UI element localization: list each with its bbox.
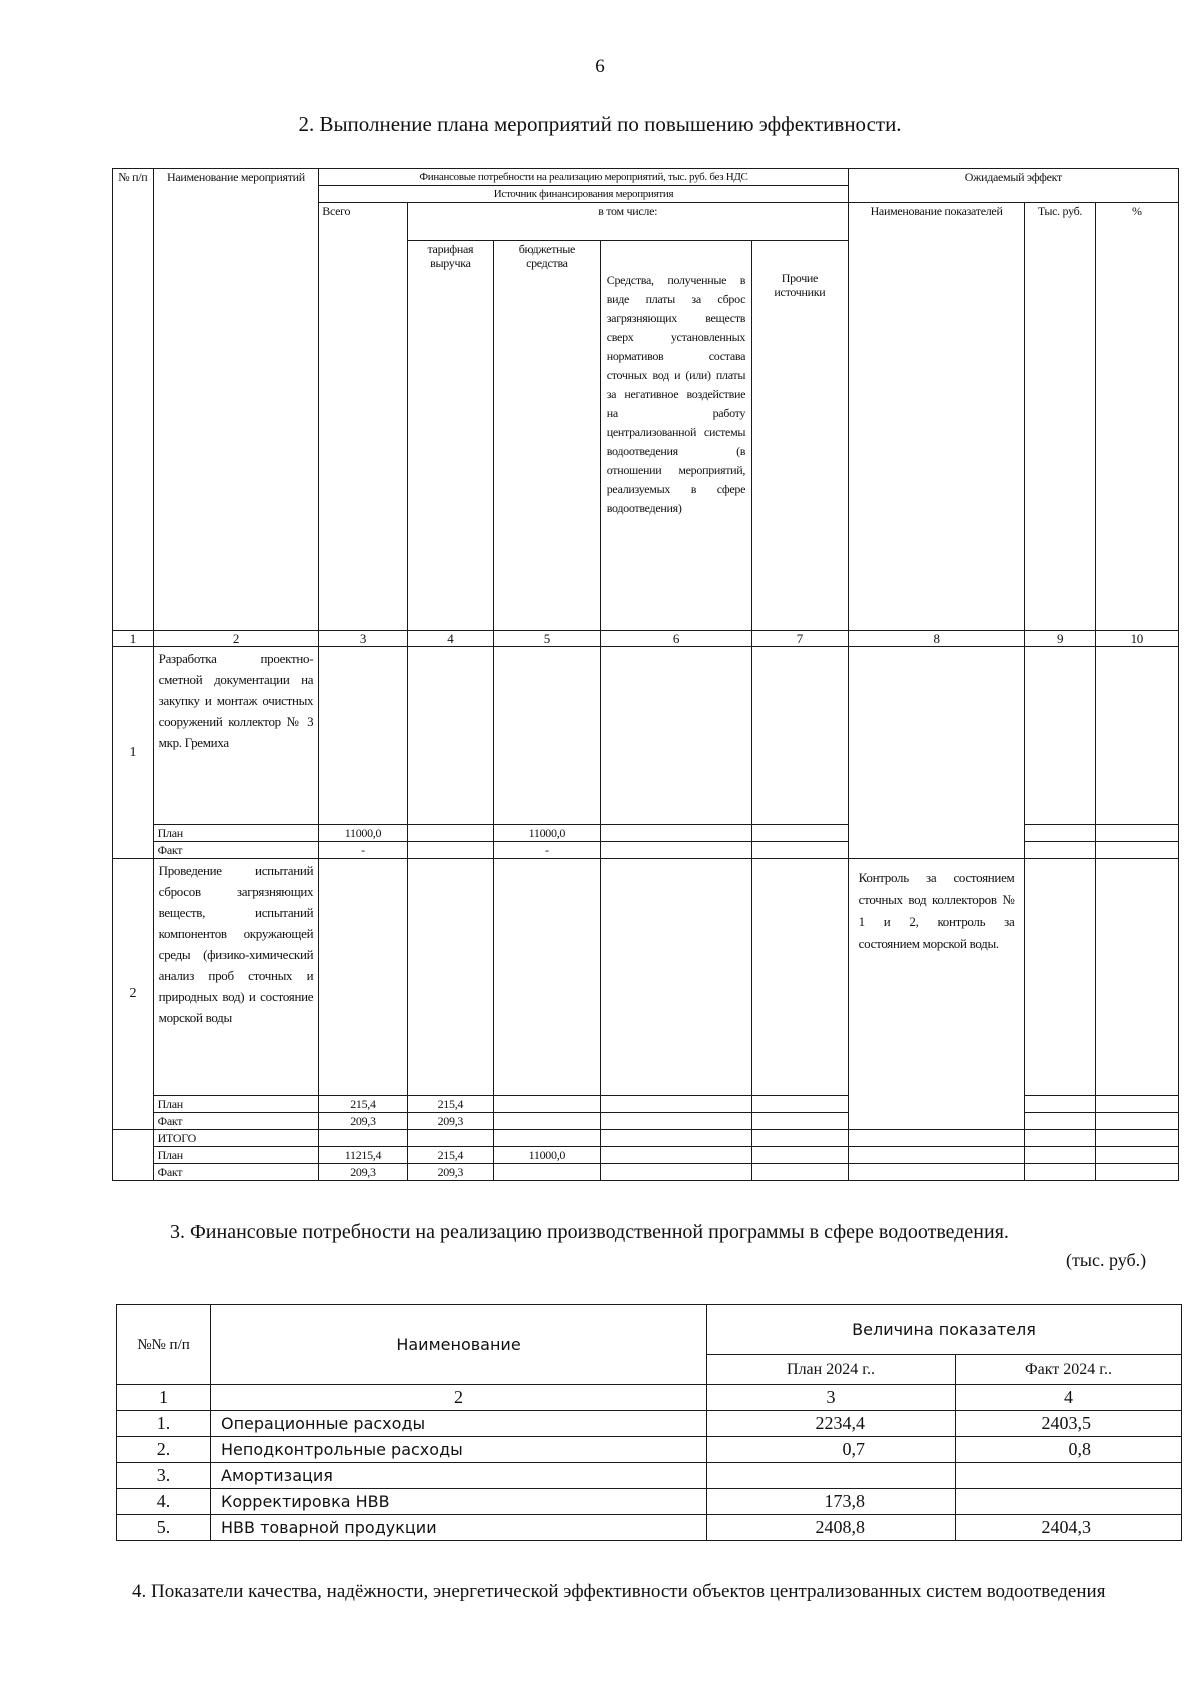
table-row [113,859,1179,1096]
section3-title: 3. Финансовые потребности на реализацию производственной программы в сфере водоотведения. [170,1221,1009,1243]
header-tariff: тарифная выручка [407,241,493,631]
header-num: № п/п [113,169,154,631]
plan-label: План [153,1096,319,1113]
row-number: 1. [117,1411,211,1437]
header-plan: План 2024 г.. [707,1355,956,1385]
fact-value: 2403,5 [956,1411,1182,1437]
plan-value [707,1463,956,1489]
fact-total: - [319,842,407,859]
index-cell: 4 [407,631,493,647]
header-num: №№ п/п [117,1305,211,1385]
plan-budget: 11000,0 [494,1147,601,1164]
plan-budget: 11000,0 [494,825,601,842]
index-cell: 2 [211,1385,707,1411]
fact-budget: - [494,842,601,859]
fact-tariff [407,842,493,859]
row-name: НВВ товарной продукции [211,1515,707,1541]
header-fin-needs: Финансовые потребности на реализацию мероприятий, тыс. руб. без НДС [319,169,848,186]
column-index-row [113,631,1179,647]
row-number: 4. [117,1489,211,1515]
fact-budget [494,1113,601,1130]
plan-tariff: 215,4 [407,1147,493,1164]
table-row [117,1515,1182,1541]
header-indicator-name: Наименование показателей [848,203,1025,631]
plan-value: 0,7 [707,1437,956,1463]
activity-name: Проведение испытаний сбросов загрязняющих веществ, испытаний компонентов окружающей среды (физико-химический анализ проб сточных и природных вод) и состояние морской воды [153,859,319,1096]
fact-value [956,1489,1182,1515]
plan-tariff: 215,4 [407,1096,493,1113]
efficiency-plan-table [112,168,1179,1181]
header-effect: Ожидаемый эффект [848,169,1178,203]
header-other: Прочие источники [752,241,849,631]
plan-label: План [153,1147,319,1164]
index-cell: 9 [1025,631,1095,647]
page-number: 6 [595,56,605,77]
fact-total: 209,3 [319,1164,407,1181]
header-fact: Факт 2024 г.. [956,1355,1182,1385]
plan-total: 11215,4 [319,1147,407,1164]
index-cell: 10 [1095,631,1178,647]
plan-value: 173,8 [707,1489,956,1515]
header-thousand-rub: Тыс. руб. [1025,203,1095,631]
activity-name: Разработка проектно-сметной документации на закупку и монтаж очистных сооружений коллектор № 3 мкр. Гремиха [153,647,319,825]
index-cell: 8 [848,631,1025,647]
index-cell: 5 [494,631,601,647]
section4-title: 4. Показатели качества, надёжности, энергетической эффективности объектов централизованных систем водоотведения [132,1581,1106,1602]
row-name: Корректировка НВВ [211,1489,707,1515]
index-cell: 3 [319,631,407,647]
fact-value: 2404,3 [956,1515,1182,1541]
fact-value: 0,8 [956,1437,1182,1463]
index-cell: 6 [600,631,751,647]
row-number: 2. [117,1437,211,1463]
row-name: Операционные расходы [211,1411,707,1437]
fact-tariff: 209,3 [407,1113,493,1130]
index-cell: 2 [153,631,319,647]
table-row [117,1463,1182,1489]
plan-label: План [153,825,319,842]
total-row [113,1130,1179,1147]
header-percent: % [1095,203,1178,631]
header-name: Наименование мероприятий [153,169,319,631]
header-total: Всего [319,203,407,631]
expected-effect [848,647,1025,859]
plan-value: 2408,8 [707,1515,956,1541]
fact-tariff: 209,3 [407,1164,493,1181]
header-name: Наименование [211,1305,707,1385]
row-number: 2 [113,859,154,1130]
header-including: в том числе: [407,203,848,241]
row-number: 1 [113,647,154,859]
plan-tariff [407,825,493,842]
total-label: ИТОГО [153,1130,319,1147]
fact-label: Факт [153,1113,319,1130]
unit-label: (тыс. руб.) [1066,1250,1147,1270]
header-value: Величина показателя [707,1305,1182,1355]
plan-budget [494,1096,601,1113]
index-cell: 7 [752,631,849,647]
index-cell: 1 [113,631,154,647]
section2-title: 2. Выполнение плана мероприятий по повышению эффективности. [298,112,902,136]
index-cell: 4 [956,1385,1182,1411]
total-plan-row [113,1147,1179,1164]
fact-label: Факт [153,1164,319,1181]
plan-value: 2234,4 [707,1411,956,1437]
fact-label: Факт [153,842,319,859]
table-row [117,1411,1182,1437]
header-fees: Средства, полученные в виде платы за сброс загрязняющих веществ сверх установленных нормативов состава сточных вод и (или) платы за негативное воздействие на работу централизованной системы водоотведения (в отношении мероприятий, реализуемых в сфере водоотведения) [600,241,751,631]
fact-value [956,1463,1182,1489]
plan-total: 215,4 [319,1096,407,1113]
column-index-row [117,1385,1182,1411]
header-budget: бюджетные средства [494,241,601,631]
row-name: Неподконтрольные расходы [211,1437,707,1463]
fact-total: 209,3 [319,1113,407,1130]
row-name: Амортизация [211,1463,707,1489]
plan-total: 11000,0 [319,825,407,842]
table-row [113,647,1179,825]
table-row [117,1489,1182,1515]
row-number: 3. [117,1463,211,1489]
financial-needs-table [116,1304,1182,1541]
total-fact-row [113,1164,1179,1181]
index-cell: 1 [117,1385,211,1411]
header-source: Источник финансирования мероприятия [319,186,848,203]
row-number: 5. [117,1515,211,1541]
index-cell: 3 [707,1385,956,1411]
table-row [117,1437,1182,1463]
expected-effect: Контроль за состоянием сточных вод коллекторов № 1 и 2, контроль за состоянием морской воды. [848,859,1025,1130]
fact-budget [494,1164,601,1181]
